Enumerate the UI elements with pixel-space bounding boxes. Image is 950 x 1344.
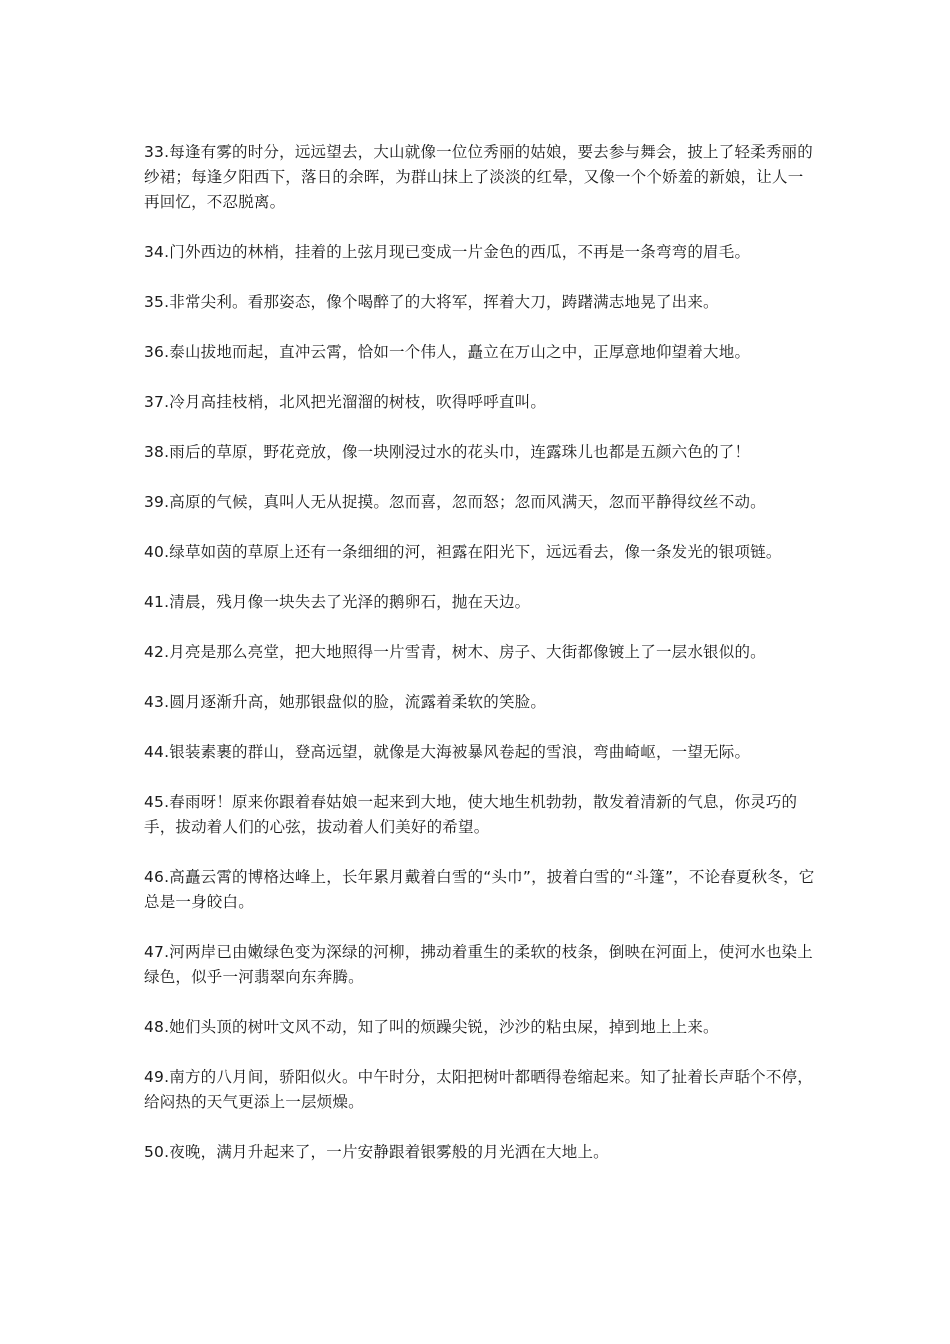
paragraph-35: 35.非常尖利。看那姿态，像个喝醉了的大将军，挥着大刀，踌躇满志地晃了出来。 [144, 293, 719, 311]
paragraph-36: 36.泰山拔地而起，直冲云霄，恰如一个伟人，矗立在万山之中，正厚意地仰望着大地。 [144, 343, 751, 361]
paragraph-45: 45.春雨呀！原来你跟着春姑娘一起来到大地，使大地生机勃勃，散发着清新的气息，你灵巧的手，拔动着人们的心弦，拔动着人们美好的希望。 [144, 793, 798, 836]
paragraph-46: 46.高矗云霄的博格达峰上，长年累月戴着白雪的“头巾”，披着白雪的“斗篷”，不论春夏秋冬，它总是一身皎白。 [144, 868, 815, 911]
document-body [144, 140, 816, 1190]
paragraph-50: 50.夜晚，满月升起来了，一片安静跟着银雾般的月光洒在大地上。 [144, 1143, 609, 1161]
paragraph-39: 39.高原的气候，真叫人无从捉摸。忽而喜，忽而怒；忽而风满天，忽而平静得纹丝不动。 [144, 493, 766, 511]
paragraph-49: 49.南方的八月间，骄阳似火。中午时分，太阳把树叶都晒得卷缩起来。知了扯着长声聒个不停，给闷热的天气更添上一层烦燥。 [144, 1068, 813, 1111]
paragraph-33: 33.每逢有雾的时分，远远望去，大山就像一位位秀丽的姑娘，要去参与舞会，披上了轻柔秀丽的纱裙；每逢夕阳西下，落日的余晖，为群山抹上了淡淡的红晕，又像一个个娇羞的新娘，让人一再回忆，不忍脱离。 [144, 143, 813, 211]
paragraph-40: 40.绿草如茵的草原上还有一条细细的河，袒露在阳光下，远远看去，像一条发光的银项链。 [144, 543, 782, 561]
paragraph-41: 41.清晨，残月像一块失去了光泽的鹅卵石，抛在天边。 [144, 593, 531, 611]
paragraph-37: 37.冷月高挂枝梢，北风把光溜溜的树枝，吹得呼呼直叫。 [144, 393, 547, 411]
paragraph-48: 48.她们头顶的树叶文风不动，知了叫的烦躁尖锐，沙沙的粘虫屎，掉到地上上来。 [144, 1018, 719, 1036]
paragraph-44: 44.银装素裹的群山，登高远望，就像是大海被暴风卷起的雪浪，弯曲崎岖，一望无际。 [144, 743, 751, 761]
paragraph-42: 42.月亮是那么亮堂，把大地照得一片雪青，树木、房子、大街都像镀上了一层水银似的。 [144, 643, 766, 661]
paragraph-34: 34.门外西边的林梢，挂着的上弦月现已变成一片金色的西瓜，不再是一条弯弯的眉毛。 [144, 243, 751, 261]
paragraph-38: 38.雨后的草原，野花竞放，像一块刚浸过水的花头巾，连露珠儿也都是五颜六色的了！ [144, 443, 751, 461]
paragraph-43: 43.圆月逐渐升高，她那银盘似的脸，流露着柔软的笑脸。 [144, 693, 547, 711]
paragraph-47: 47.河两岸已由嫩绿色变为深绿的河柳，拂动着重生的柔软的枝条，倒映在河面上，使河水也染上绿色，似乎一河翡翠向东奔腾。 [144, 943, 813, 986]
